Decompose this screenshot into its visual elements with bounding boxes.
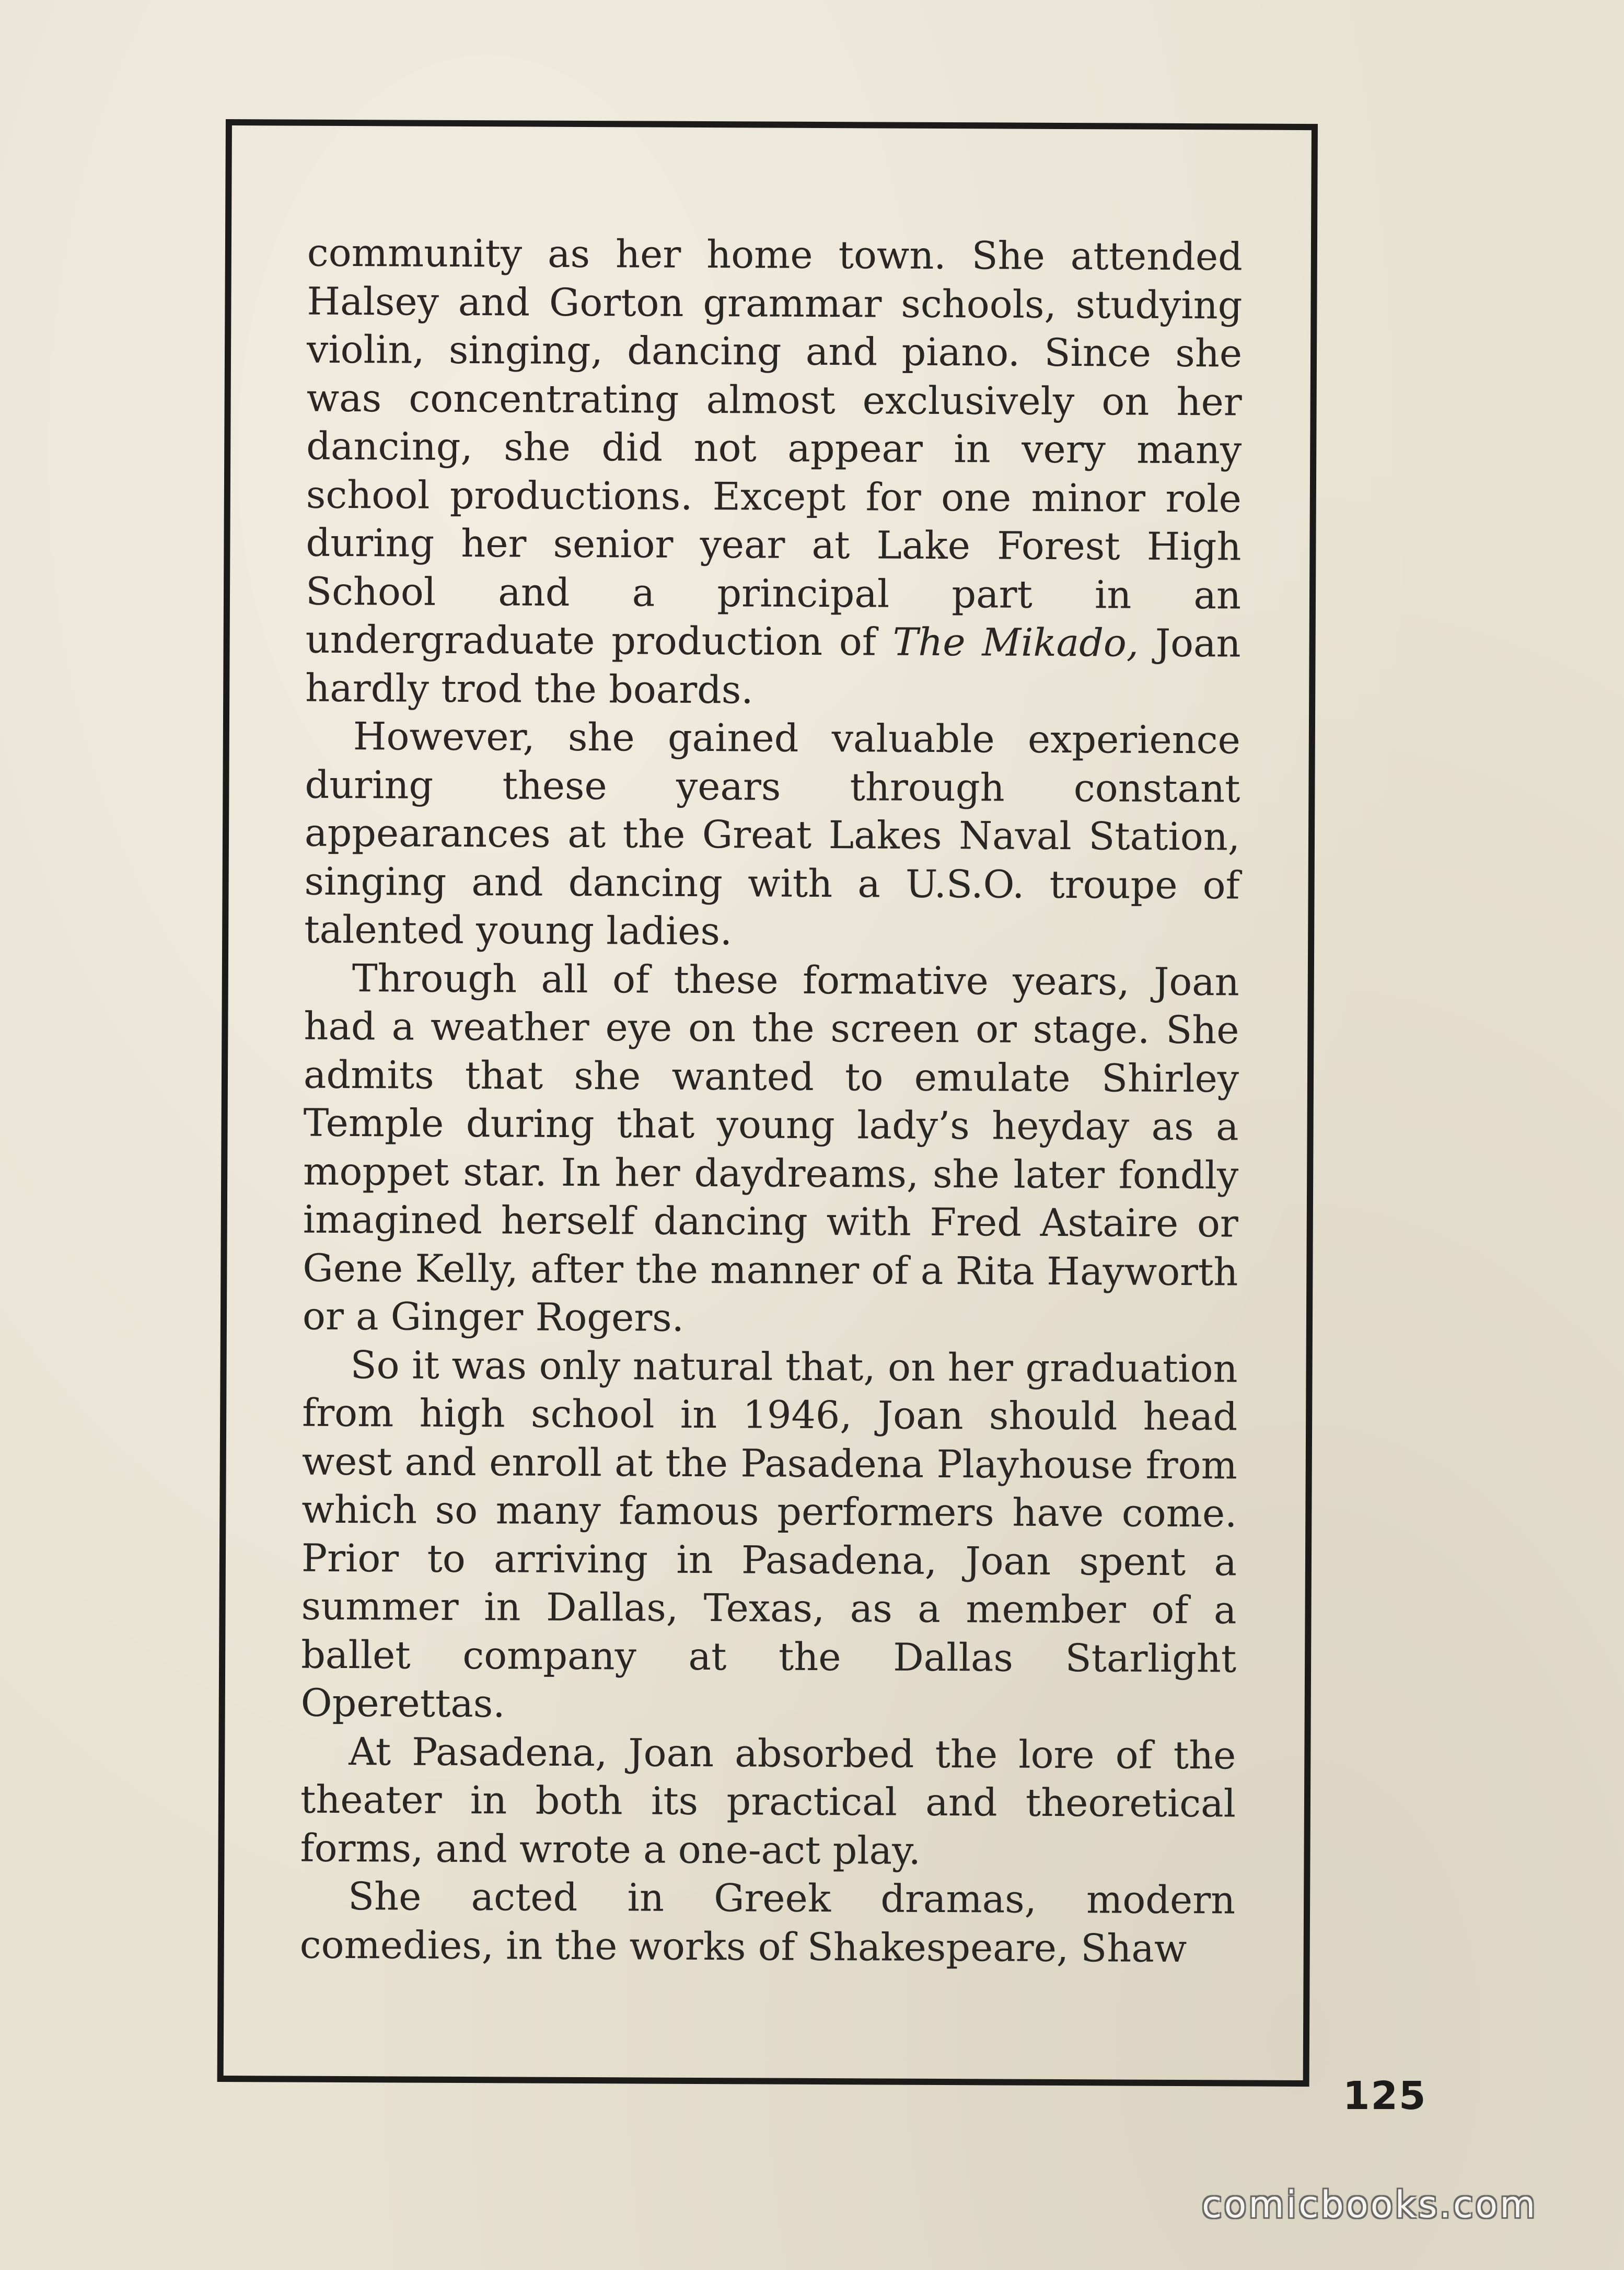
paragraph-2: However, she gained valuable experience during these years through constant appearances at the Great Lakes Naval Station, singing and dancing with a U.S.O. troupe of talented young ladies. <box>304 714 1241 954</box>
watermark-logo: comicbooks.com <box>1202 2183 1538 2226</box>
paragraph-1 <box>305 229 1243 717</box>
paragraph-5: At Pasadena, Joan absorbed the lore of the theater in both its practical and theoretical forms, and wrote a one-act play. <box>300 1729 1236 1873</box>
article-body <box>300 229 1243 1974</box>
paragraph-1-text-b: Joan hardly trod the boards. <box>305 621 1241 712</box>
text-frame <box>217 119 1318 2087</box>
page-number: 125 <box>1343 2074 1427 2118</box>
paragraph-6: She acted in Greek dramas, modern comedies, in the works of Shakespeare, Shaw <box>299 1874 1236 1971</box>
paragraph-4: So it was only natural that, on her graduation from high school in 1946, Joan should head west and enroll at the Pasadena Playhouse from which so many famous performers have come. Prior to arriving in Pasadena, Joan spent a summer in Dallas, Texas, as a member of a ballet company at the Dallas Starlight Operettas. <box>300 1342 1238 1727</box>
paragraph-3: Through all of these formative years, Joan had a weather eye on the screen or stage. She admits that she wanted to emulate Shirley Temple during that young lady’s heyday as a moppet star. In her daydreams, she later fondly imagined herself dancing with Fred Astaire or Gene Kelly, after the manner of a Rita Hayworth or a Ginger Rogers. <box>302 956 1239 1340</box>
paragraph-1-text-a: community as her home town. She attended Halsey and Gorton grammar schools, studying violin, singing, dancing and piano. Since she was concentrating almost exclusively on her dancing, she did not appear in very many school productions. Except for one minor role during her senior year at Lake Forest High School and a principal part in an undergraduate production of <box>305 230 1243 665</box>
mikado-title: The Mikado, <box>892 620 1139 666</box>
